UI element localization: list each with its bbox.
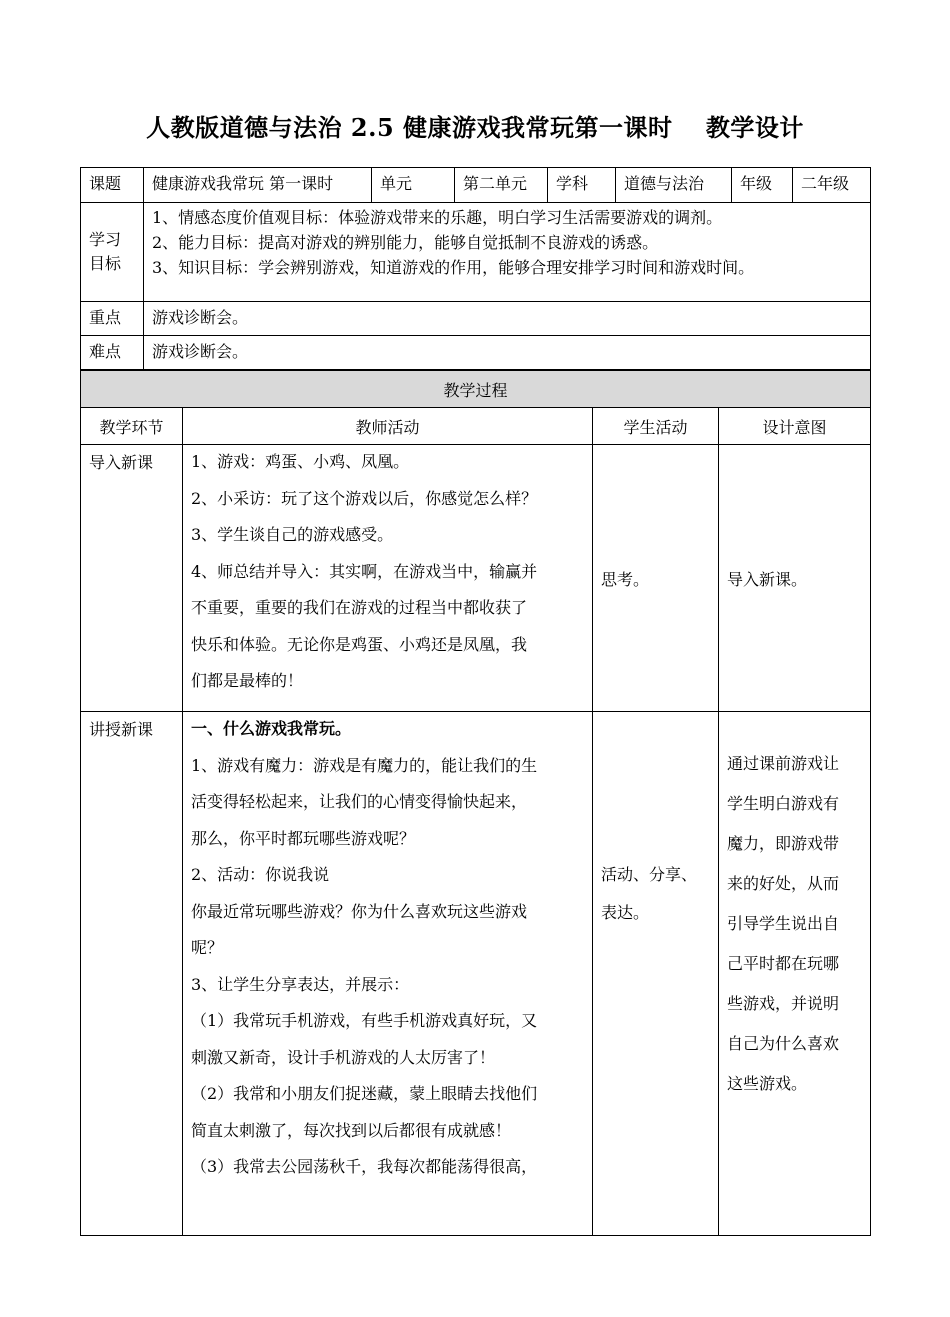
intent-line: 学生明白游戏有: [727, 793, 840, 813]
design-intent: 导入新课。: [719, 445, 871, 712]
teacher-line: 2、活动：你说我说: [191, 865, 330, 884]
goal-item: 3、知识目标：学会辨别游戏，知道游戏的作用，能够合理安排学习时间和游戏时间。: [152, 258, 755, 277]
table-row: [81, 712, 871, 1236]
teacher-line: 呢？: [191, 938, 224, 957]
column-header: 教师活动: [183, 408, 593, 445]
intent-line: 来的好处，从而: [727, 873, 840, 893]
teacher-line: 活变得轻松起来，让我们的心情变得愉快起来，: [191, 792, 528, 811]
teacher-line: （2）我常和小朋友们捉迷藏，蒙上眼睛去找他们: [191, 1084, 538, 1103]
teacher-line: 1、游戏：鸡蛋、小鸡、凤凰。: [191, 452, 410, 471]
teacher-line: 1、游戏有魔力：游戏是有魔力的，能让我们的生: [191, 755, 538, 775]
teacher-line: 3、学生谈自己的游戏感受。: [191, 525, 394, 544]
difficulty-label: 难点: [81, 336, 144, 370]
column-header: 学生活动: [593, 408, 719, 445]
intent-line: 己平时都在玩哪: [727, 953, 840, 973]
teacher-line: （3）我常去公园荡秋千，我每次都能荡得很高，: [191, 1157, 538, 1176]
teacher-line: 快乐和体验。无论你是鸡蛋、小鸡还是凤凰，我: [191, 634, 528, 654]
grade-label: 年级: [732, 168, 793, 203]
student-line: 活动、分享、: [601, 864, 698, 884]
intent-line: 引导学生说出自: [727, 913, 840, 933]
teacher-line: 3、让学生分享表达，并展示：: [191, 974, 410, 994]
teacher-activity: [183, 445, 593, 712]
student-activity: [593, 712, 719, 1236]
column-header: 教学环节: [81, 408, 183, 445]
teacher-line: 那么，你平时都玩哪些游戏呢？: [191, 828, 416, 848]
teacher-line: 4、师总结并导入：其实啊，在游戏当中，输赢并: [191, 561, 538, 581]
stage-label: 讲授新课: [81, 712, 183, 1236]
goals-list: [144, 203, 871, 302]
intent-line: 通过课前游戏让: [727, 753, 840, 773]
goal-item: 2、能力目标：提高对游戏的辨别能力，能够自觉抵制不良游戏的诱惑。: [152, 233, 659, 252]
goal-item: 1、情感态度价值观目标：体验游戏带来的乐趣，明白学习生活需要游戏的调剂。: [152, 208, 723, 227]
table-row: [81, 445, 871, 712]
subject-value: 道德与法治: [616, 168, 732, 203]
topic-label: 课题: [81, 168, 144, 203]
teacher-line: （1）我常玩手机游戏，有些手机游戏真好玩，又: [191, 1011, 538, 1030]
design-intent: [719, 712, 871, 1236]
teacher-line: 们都是最棒的！: [191, 671, 304, 690]
grade-value: 二年级: [793, 168, 871, 203]
teacher-line: 刺激又新奇，设计手机游戏的人太厉害了！: [191, 1047, 496, 1067]
teaching-process-table: [80, 370, 871, 1236]
topic-value: 健康游戏我常玩 第一课时: [144, 168, 372, 203]
teacher-line: 不重要，重要的我们在游戏的过程当中都收获了: [191, 598, 528, 617]
unit-label: 单元: [372, 168, 455, 203]
column-header: 设计意图: [719, 408, 871, 445]
student-line: 表达。: [601, 902, 650, 922]
intent-line: 这些游戏。: [727, 1073, 808, 1093]
intent-line: 些游戏，并说明: [727, 993, 840, 1013]
intent-line: 魔力，即游戏带: [727, 833, 840, 853]
stage-label: 导入新课: [81, 445, 183, 712]
teacher-activity: [183, 712, 593, 1236]
process-header: 教学过程: [81, 371, 871, 408]
intent-line: 自己为什么喜欢: [727, 1033, 840, 1053]
section-heading: 一、什么游戏我常玩。: [191, 719, 352, 738]
unit-value: 第二单元: [455, 168, 548, 203]
key-point-label: 重点: [81, 302, 144, 336]
teacher-line: 简直太刺激了，每次找到以后都很有成就感！: [191, 1120, 512, 1140]
key-point-value: 游戏诊断会。: [144, 302, 871, 336]
lesson-info-table: [80, 167, 871, 370]
goals-label: 学习目标: [81, 203, 144, 302]
teacher-line: 你最近常玩哪些游戏？你为什么喜欢玩这些游戏: [191, 901, 528, 921]
student-activity: 思考。: [593, 445, 719, 712]
page-title: 人教版道德与法治 2.5 健康游戏我常玩第一课时 教学设计: [146, 113, 804, 142]
teacher-line: 2、小采访：玩了这个游戏以后，你感觉怎么样？: [191, 488, 538, 508]
subject-label: 学科: [548, 168, 616, 203]
difficulty-value: 游戏诊断会。: [144, 336, 871, 370]
